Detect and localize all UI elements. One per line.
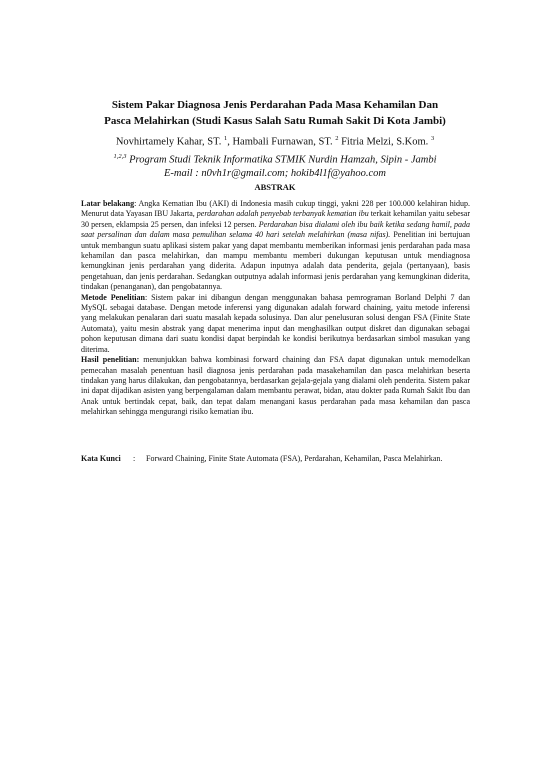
paper-title — [60, 97, 490, 129]
abstract-heading: ABSTRAK — [254, 182, 296, 192]
author-email: E-mail : n0vh1r@gmail.com; hokib4l1f@yahoo.com — [164, 168, 386, 179]
author-index: 2 — [335, 135, 339, 142]
author-index: 3 — [430, 135, 435, 142]
affiliation-line — [60, 150, 490, 167]
abstract-background — [81, 199, 470, 293]
keywords-colon: : — [133, 454, 136, 463]
author-name: Fitria Melzi, S.Kom. — [338, 136, 429, 148]
section-label: Latar belakang — [81, 199, 135, 208]
paragraph-italic: perdarahan adalah penyebab terbanyak kematian ibu — [196, 209, 369, 219]
paragraph-italic: Perdarahan bisa dialami oleh ibu baik ketika sedang hamil, pada saat persalinan dan dalam masa pemulihan selama 40 hari setelah melahirkan (masa nifas). — [81, 219, 470, 240]
affiliation-index: 1,2,3 — [113, 153, 127, 160]
paragraph-text: Penelitian ini bertujuan untuk membangun suatu aplikasi sistem pakar yang dapat membantu memberikan informasi jenis perdarahan pada masa kehamilan dan pasca melahirkan, dan mampu membantu memberi dukungan keputusan untuk mendiagnosa kemungkinan jenis perdarahan yang diderita. Adapun inputnya adalah data penderita, gejala (pertanyaan), basis pengetahuan, dan jenis perdarahan. Sedangkan outputnya adalah informasi jenis perdarahan yang kemungkinan diderita, tindakan (penanganan), dan pengobatannya. — [81, 230, 470, 292]
affiliation-text: Program Studi Teknik Informatika STMIK Nurdin Hamzah, Sipin - Jambi — [126, 154, 437, 166]
author-list — [60, 135, 490, 148]
keywords — [81, 454, 470, 464]
abstract-results — [81, 355, 470, 417]
author-index: 1 — [223, 135, 228, 142]
abstract-method — [81, 293, 470, 355]
author-name: , Hambali Furnawan, ST. — [227, 136, 333, 148]
section-label: Metode Penelitian — [81, 292, 145, 302]
keywords-text: Forward Chaining, Finite State Automata (FSA), Perdarahan, Kehamilan, Pasca Melahirkan. — [146, 454, 443, 463]
section-label: Hasil penelitian: — [81, 355, 140, 365]
paragraph-text: : Sistem pakar ini dibangun dengan menggunakan bahasa pemrograman Borland Delphi 7 dan MySQL sebagai database. Dengan metode inferensi yang digunakan adalah forward chaining, yaitu metode inferensi yang melakukan penalaran dari suatu masalah kepada solusinya. Dan alur penelusuran solusi dengan FSA (Finite State Automata), yaitu mesin abstrak yang dapat menerima input dan menghasilkan output diskret dan digunakan sebagai pohon keputusan dimana dari suatu kondisi dapat berpindah ke kondisi berikutnya berdasarkan simbol masukan yang diterima. — [81, 292, 470, 354]
title-line-1: Sistem Pakar Diagnosa Jenis Perdarahan Pada Masa Kehamilan Dan — [111, 99, 439, 111]
paragraph-text: menunjukkan bahwa kombinasi forward chaining dan FSA dapat digunakan untuk memodelkan pemecahan masalah penentuan hasil diagnosa jenis perdarahan pada masakehamilan dan pasca melahirkan beserta tindakan yang harus dilakukan, dan pengobatannya, berdasarkan gejala-gejala yang dialami oleh penderita. Sistem pakar ini dapat dijadikan asisten yang berpengalaman dalam membantu perawat, bidan, atau dokter pada Rumah Sakit Ibu dan Anak untuk bertindak cepat, baik, dan tepat dalam menangani kasus perdarahan pada masa kehamilan dan pasca melahirkan sehingga mengurangi risiko kematian ibu. — [81, 355, 470, 417]
paragraph-text: : Angka Kematian Ibu (AKI) di Indonesia masih cukup tinggi, yakni 228 per 100.000 kelahiran hidup. Menurut data Yayasan IBU Jakarta, — [81, 199, 471, 219]
abstract-body — [81, 199, 470, 418]
author-name: Novhirtamely Kahar, ST. — [115, 136, 222, 148]
keywords-label: Kata Kunci — [81, 454, 121, 463]
title-line-2: Pasca Melahirkan (Studi Kasus Salah Satu Rumah Sakit Di Kota Jambi) — [104, 115, 446, 127]
paragraph-text: terkait kehamilan yaitu sebesar 30 persen, eklampsia 25 persen, dan infeksi 12 persen. — [81, 209, 471, 229]
affiliation — [60, 150, 490, 181]
